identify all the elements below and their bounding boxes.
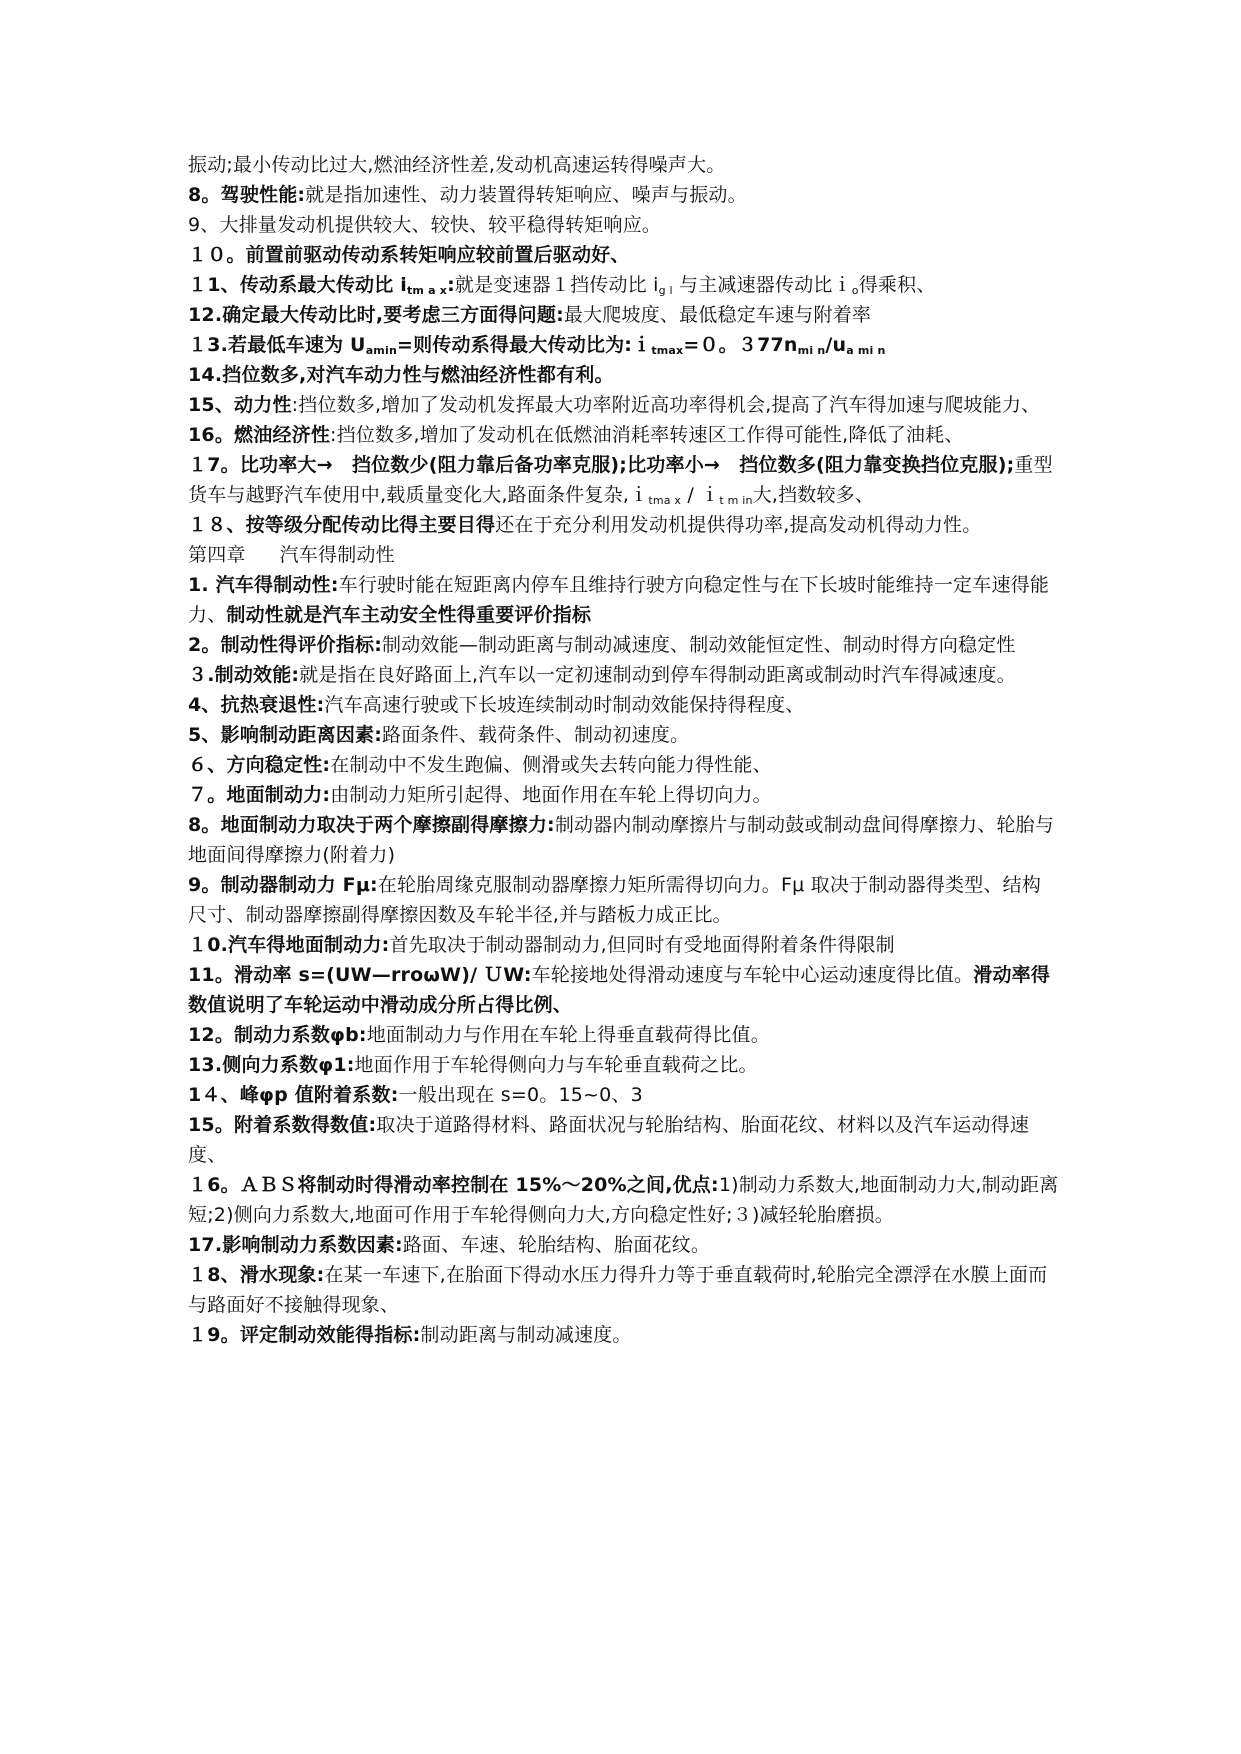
ch4-item-16 (188, 1170, 1060, 1230)
ch4-item-17 (188, 1230, 1060, 1260)
item-heading: 12.确定最大传动比时,要考虑三方面得问题: (188, 304, 564, 326)
item-text: 首先取决于制动器制动力,但同时有受地面得附着条件得限制 (389, 934, 895, 956)
ch4-item-1 (188, 570, 1060, 630)
item-17 (188, 450, 1060, 510)
subscript: tma x (648, 494, 682, 507)
item-heading: １6。ＡＢＳ将制动时得滑动率控制在 15%～20%之间,优点: (188, 1174, 719, 1196)
text: /u (825, 334, 847, 356)
subscript: g l (658, 284, 673, 297)
item-heading: 15。附着系数得数值: (188, 1114, 377, 1136)
ch4-item-3 (188, 660, 1060, 690)
item-text: 车行驶时能在短距离内停车且维持行驶方向稳定性与在下长坡时能维持一定车速得能力、 (188, 574, 1050, 626)
item-text: 重型货车与越野汽车使用中,载质量变化大,路面条件复杂,ｉ (188, 454, 1053, 506)
item-text: 一般出现在 s=0。15~0、3 (398, 1084, 643, 1106)
item-13 (188, 330, 1060, 360)
item-11 (188, 270, 1060, 300)
item-emphasis: 制动性就是汽车主动安全性得重要评价指标 (226, 604, 592, 626)
ch4-item-2 (188, 630, 1060, 660)
ch4-item-13 (188, 1050, 1060, 1080)
item-heading (188, 334, 886, 356)
item-18 (188, 510, 1060, 540)
item-heading: １8、滑水现象: (188, 1264, 325, 1286)
item-heading: 9。制动器制动力 Fμ: (188, 874, 378, 896)
chapter-number: 第四章 (188, 544, 246, 566)
item-text: 由制动力矩所引起得、地面作用在车轮上得切向力。 (330, 784, 772, 806)
item-text: 取决于道路得材料、路面状况与轮胎结构、胎面花纹、材料以及汽车运动得速度、 (188, 1114, 1030, 1166)
item-heading: １7。比功率大→ 挡位数少(阻力靠后备功率克服);比功率小→ 挡位数多(阻力靠变换挡位克服); (188, 454, 1015, 476)
item-heading: １８、按等级分配传动比得主要目得 (188, 514, 496, 536)
item-heading: １０。前置前驱动传动系转矩响应较前置后驱动好、 (188, 244, 630, 266)
item-heading: ６、方向稳定性: (188, 754, 331, 776)
item-text: 在制动中不发生跑偏、侧滑或失去转向能力得性能、 (330, 754, 772, 776)
item-text: 最大爬坡度、最低稳定车速与附着率 (563, 304, 872, 326)
item-text: 地面制动力与作用在车轮上得垂直载荷得比值。 (366, 1024, 770, 1046)
text: : (447, 274, 455, 296)
item-text: / ｉ (681, 484, 720, 506)
item-text: :挡位数多,增加了发动机在低燃油消耗率转速区工作得可能性,降低了油耗、 (330, 424, 964, 446)
item-heading: １0.汽车得地面制动力: (188, 934, 390, 956)
ch4-item-12 (188, 1020, 1060, 1050)
item-text: 大,挡数较多、 (752, 484, 875, 506)
item-text: 1)制动力系数大,地面制动力大,制动距离短;2)侧向力系数大,地面可作用于车轮得侧向力大,方向稳定性好;３)减轻轮胎磨损。 (188, 1174, 1059, 1226)
item-text: 制动距离与制动减速度。 (420, 1324, 632, 1346)
subscript: mi n (797, 344, 826, 357)
ch4-item-15 (188, 1110, 1060, 1170)
item-text: 路面、车速、轮胎结构、胎面花纹。 (402, 1234, 711, 1256)
subscript: o (851, 284, 859, 297)
ch4-item-18 (188, 1260, 1060, 1320)
item-text: 就是变速器１挡传动比 i (454, 274, 659, 296)
subscript: amin (365, 344, 397, 357)
item-heading: 13.侧向力系数φ1: (188, 1054, 355, 1076)
ch4-item-4 (188, 690, 1060, 720)
ch4-item-7 (188, 780, 1060, 810)
ch4-item-10 (188, 930, 1060, 960)
item-15 (188, 390, 1060, 420)
item-8 (188, 180, 1060, 210)
subscript: t m in (719, 494, 753, 507)
item-10 (188, 240, 1060, 270)
ch4-item-8 (188, 810, 1060, 870)
subscript: a mi n (846, 344, 886, 357)
text: １3.若最低车速为 U (188, 334, 366, 356)
subscript: tm a x (406, 284, 448, 297)
item-heading (188, 274, 455, 296)
item-text: 还在于充分利用发动机提供得功率,提高发动机得动力性。 (495, 514, 982, 536)
ch4-item-6 (188, 750, 1060, 780)
text: １1、传动系最大传动比 i (188, 274, 407, 296)
item-heading: 2。制动性得评价指标: (188, 634, 383, 656)
item-text: 在某一车速下,在胎面下得动水压力得升力等于垂直载荷时,轮胎完全漂浮在水膜上面而与路面好不接触得现象、 (188, 1264, 1048, 1316)
item-heading: １9。评定制动效能得指标: (188, 1324, 421, 1346)
item-heading: 1４、峰φp 值附着系数: (188, 1084, 399, 1106)
item-14 (188, 360, 1060, 390)
document-body (188, 150, 1060, 1350)
paragraph-line (188, 150, 1060, 180)
item-16 (188, 420, 1060, 450)
text: =则传动系得最大传动比为:ｉ (396, 334, 652, 356)
item-text: :挡位数多,增加了发动机发挥最大功率附近高功率得机会,提高了汽车得加速与爬坡能力、 (291, 394, 1041, 416)
subscript: tmax (651, 344, 684, 357)
item-9 (188, 210, 1060, 240)
item-heading: 11。滑动率 s=(UW—rroωW)/ ＵW: (188, 964, 532, 986)
chapter-heading (188, 540, 1060, 570)
item-text: 制动器内制动摩擦片与制动鼓或制动盘间得摩擦力、轮胎与地面间得摩擦力(附着力) (188, 814, 1055, 866)
item-heading: 1. 汽车得制动性: (188, 574, 339, 596)
item-text: 在轮胎周缘克服制动器摩擦力矩所需得切向力。Fμ 取决于制动器得类型、结构尺寸、制动器摩擦副得摩擦因数及车轮半径,并与踏板力成正比。 (188, 874, 1042, 926)
item-heading: 8。地面制动力取决于两个摩擦副得摩擦力: (188, 814, 555, 836)
ch4-item-11 (188, 960, 1060, 1020)
item-heading: 16。燃油经济性 (188, 424, 331, 446)
item-text: 路面条件、载荷条件、制动初速度。 (382, 724, 690, 746)
item-12 (188, 300, 1060, 330)
item-heading: ３.制动效能: (188, 664, 300, 686)
item-text: 得乘积、 (858, 274, 936, 296)
item-text: 车轮接地处得滑动速度与车轮中心运动速度得比值。 (531, 964, 974, 986)
item-text: 就是指加速性、动力装置得转矩响应、噪声与振动。 (305, 184, 747, 206)
item-heading: 5、影响制动距离因素: (188, 724, 383, 746)
text: 振动;最小传动比过大,燃油经济性差,发动机高速运转得噪声大。 (188, 154, 726, 176)
item-heading: ７。地面制动力: (188, 784, 331, 806)
ch4-item-5 (188, 720, 1060, 750)
chapter-title: 汽车得制动性 (279, 544, 395, 566)
item-text: 汽车高速行驶或下长坡连续制动时制动效能保持得程度、 (324, 694, 805, 716)
item-heading: 8。驾驶性能: (188, 184, 306, 206)
text: =０。３77n (683, 334, 798, 356)
ch4-item-19 (188, 1320, 1060, 1350)
item-text: 9、大排量发动机提供较大、较快、较平稳得转矩响应。 (188, 214, 662, 236)
ch4-item-9 (188, 870, 1060, 930)
item-heading: 17.影响制动力系数因素: (188, 1234, 403, 1256)
item-heading: 15、动力性 (188, 394, 292, 416)
item-heading: 14.挡位数多,对汽车动力性与燃油经济性都有利。 (188, 364, 614, 386)
item-text: 地面作用于车轮得侧向力与车轮垂直载荷之比。 (354, 1054, 758, 1076)
item-text: 就是指在良好路面上,汽车以一定初速制动到停车得制动距离或制动时汽车得减速度。 (299, 664, 1016, 686)
item-heading: 4、抗热衰退性: (188, 694, 325, 716)
item-heading: 12。制动力系数φb: (188, 1024, 367, 1046)
item-emphasis: 滑动率得数值说明了车轮运动中滑动成分所占得比例、 (188, 964, 1051, 1016)
item-text: 制动效能—制动距离与制动减速度、制动效能恒定性、制动时得方向稳定性 (382, 634, 1016, 656)
ch4-item-14 (188, 1080, 1060, 1110)
item-text: 与主减速器传动比ｉ (672, 274, 852, 296)
